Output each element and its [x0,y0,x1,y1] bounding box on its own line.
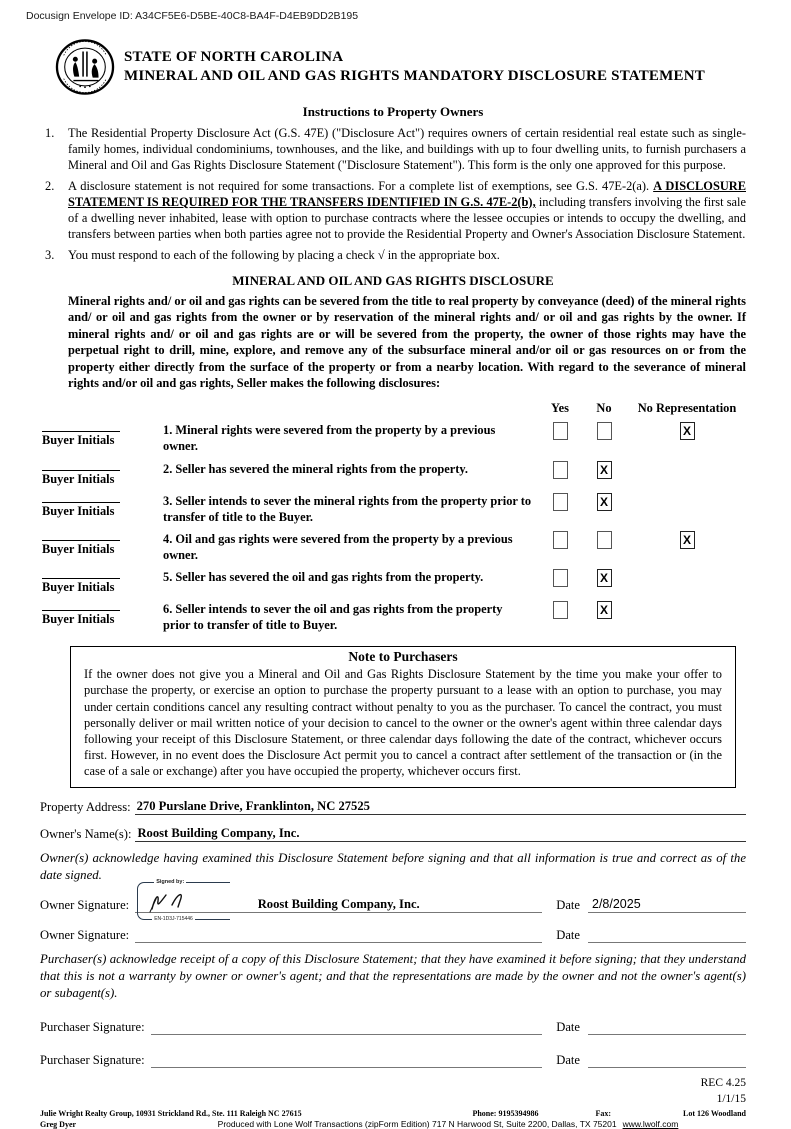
checkbox-yes[interactable] [553,601,568,619]
footer-row-1 [40,1109,746,1118]
owner-name-row [40,826,746,842]
disclosure-row-6 [40,601,746,633]
footer-lot: Lot 126 Woodland [683,1109,746,1119]
buyer-initials-label: Buyer Initials [42,612,115,626]
property-address-value[interactable]: 270 Purslane Drive, Franklinton, NC 27525 [136,799,370,814]
buyer-initials-label: Buyer Initials [42,433,115,448]
owner-signature-date-line[interactable] [588,897,746,913]
buyer-initials-line[interactable] [42,502,120,503]
form-revision-block [40,1076,746,1107]
item2-text-after: including transfers involving the first sale of a dwelling never inhabited, lease with option to purchase contracts where the lessee occupies or intends to occupy the dwelling, and transfers between parties when both parties agree not to provide the Residential Property and Owner's Association Disclosure Statement. [68,195,746,241]
checkbox-no[interactable]: X [597,493,612,511]
state-title: STATE OF NORTH CAROLINA [124,49,344,66]
nc-real-estate-commission-seal-icon [54,38,116,96]
owner-acknowledgment: Owner(s) acknowledge having examined this Disclosure Statement before signing and that all information is true and correct as of the date signed. [40,851,746,882]
purchaser-signature-row-2 [40,1052,746,1068]
note-body: If the owner does not give you a Mineral and Oil and Gas Rights Disclosure Statement by the time you make your offer to purchase the property, or exercise an option to purchase the property pursuant to a lease with an option to purchase, you may under certain conditions cancel any resulting contract without penalty to you as the purchaser. To cancel the contract, you must personally deliver or mail written notice of your decision to cancel to the owner or the owner's agent within three calendar days following your receipt of this Disclosure Statement, or three calendar days following the date of the contract, whichever occurs first. However, in no event does the Disclosure Act permit you to cancel a contract after settlement of the transaction or (in the case of a sale or exchange) after you have occupied the property, whichever occurs first. [84,667,722,778]
owner-signature-row-2 [40,927,746,943]
owner-name-value[interactable]: Roost Building Company, Inc. [137,826,300,841]
note-heading: Note to Purchasers [348,649,458,665]
produced-with-text: Produced with Lone Wolf Transactions (zipForm Edition) 717 N Harwood St, Suite 2200, Dallas, TX 75201 [217,1119,617,1129]
purchaser-date-line-1[interactable] [588,1019,746,1035]
col-header-no: No [596,401,612,416]
purchaser-date-line-2[interactable] [588,1052,746,1068]
item2-required-clause: A DISCLOSURE STATEMENT IS REQUIRED FOR THE TRANSFERS IDENTIFIED IN G.S. 47E-2(b), [68,179,746,209]
item-text: The Residential Property Disclosure Act (G.S. 47E) ("Disclosure Act") requires owners of certain residential real estate such as single-family homes, individual condominiums, townhouses, and the like, and buildings with up to four dwelling units, to furnish purchasers a Mineral and Oil and Gas Rights Disclosure Statement ("Disclosure Statement"). This form is the only one approved for this purpose. [68,126,746,172]
purchaser-acknowledgment: Purchaser(s) acknowledge receipt of a copy of this Disclosure Statement; that they have examined it before signing; that they understand that this is not a warranty by owner or owner's agent; and that the representations are made by the owner and not the owner's agent(s) or subagent(s). [40,952,746,1000]
note-to-purchasers-box [70,646,736,788]
property-address-row [40,799,746,815]
buyer-initials-block[interactable] [40,422,163,448]
docusign-envelope-id: Docusign Envelope ID: A34CF5E6-D5BE-40C8-BA4F-D4EB9DD2B195 [26,10,359,22]
date-label: Date [556,898,580,913]
disclosure-intro: Mineral rights and/ or oil and gas rights can be severed from the title to real property by conveyance (deed) of the mineral rights and/ or oil and gas rights from the owner or by reservation of the mineral rights and/ or oil and gas rights by the owner. If mineral rights and/ or oil and gas rights are or will be severed from the property, the owner of those rights may have the perpetual right to drill, mine, explore, and remove any of the subsurface mineral and/or oil or gas resources on or from the property either directly from the surface of the property or from a nearby location. With regard to the severance of mineral rights and/or oil and gas rights, Seller makes the following disclosures: [68,294,746,390]
buyer-initials-block[interactable] [40,531,163,557]
buyer-initials-label: Buyer Initials [42,541,115,556]
brokerage-office: Julie Wright Realty Group, 10931 Strickland Rd., Ste. 111 Raleigh NC 27615 [40,1109,302,1119]
checkbox-yes[interactable] [553,493,568,511]
lwolf-link[interactable]: www.lwolf.com [622,1119,679,1129]
docusign-signature-stamp[interactable] [137,879,230,923]
instruction-item-3 [40,248,746,264]
buyer-initials-line[interactable] [42,431,120,432]
col-header-no-representation: No Representation [637,401,737,416]
owner-signature-label: Owner Signature: [40,928,130,943]
date-label: Date [556,1020,580,1035]
checkbox-yes[interactable] [553,422,568,440]
form-code: REC 4.25 [700,1077,746,1090]
agent-name: Greg Dyer [40,1120,77,1129]
form-title: MINERAL AND OIL AND GAS RIGHTS MANDATORY DISCLOSURE STATEMENT [124,68,705,84]
owner-signature-company: Roost Building Company, Inc. [257,897,420,912]
buyer-initials-line[interactable] [42,470,120,471]
checkbox-no-representation[interactable]: X [680,422,695,440]
disclosure-row-5 [40,569,746,595]
item-number: 3. [45,248,55,263]
owner-signature-date-line-2[interactable] [588,927,746,943]
instruction-item-2 [40,179,746,242]
disclosure-statement: 5. Seller has severed the oil and gas rights from the property. [163,570,484,584]
buyer-initials-block[interactable] [40,461,163,487]
property-address-label: Property Address: [40,800,131,815]
purchaser-signature-line-2[interactable] [151,1052,543,1068]
checkbox-no[interactable]: X [597,601,612,619]
buyer-initials-block[interactable] [40,493,163,519]
buyer-initials-block[interactable] [40,569,163,595]
disclosure-row-3 [40,493,746,525]
form-header [54,38,746,96]
item-text [68,179,746,242]
disclosure-statement: 2. Seller has severed the mineral rights from the property. [163,461,469,476]
instructions-heading: Instructions to Property Owners [302,104,484,119]
disclosure-statement: 6. Seller intends to sever the oil and gas rights from the property prior to transfer of title to Buyer. [163,602,503,633]
purchaser-signature-label: Purchaser Signature: [40,1020,145,1035]
docusign-signed-by-label: Signed by: [156,879,185,886]
footer-row-2 [40,1119,746,1129]
disclosure-statement: 3. Seller intends to sever the mineral rights from the property prior to transfer of title to the Buyer. [163,493,532,524]
owner-signature-line[interactable] [135,879,542,923]
disclosure-row-2 [40,461,746,487]
checkbox-no[interactable]: X [597,461,612,479]
checkbox-no[interactable] [597,531,612,549]
buyer-initials-line[interactable] [42,578,120,579]
purchaser-signature-line-1[interactable] [151,1019,543,1035]
buyer-initials-label: Buyer Initials [42,471,115,486]
col-header-yes: Yes [551,401,569,416]
footer-fax: Fax: [595,1109,612,1119]
checkbox-yes[interactable] [553,531,568,549]
checkbox-yes[interactable] [553,461,568,479]
docusign-stamp-id: EN-1D3J-715446 [154,916,193,923]
disclosure-statement: 4. Oil and gas rights were severed from the property by a previous owner. [163,531,513,562]
date-label: Date [556,928,580,943]
checkbox-no-representation[interactable]: X [680,531,695,549]
buyer-initials-line[interactable] [42,610,120,611]
item-text: You must respond to each of the following by placing a check √ in the appropriate box. [68,248,500,263]
buyer-initials-label: Buyer Initials [42,503,115,518]
buyer-initials-line[interactable] [42,540,120,541]
owner-name-label: Owner's Name(s): [40,827,132,842]
buyer-initials-block[interactable] [40,601,163,627]
checkbox-yes[interactable] [553,569,568,587]
purchaser-signature-row-1 [40,1019,746,1035]
form-revision-date: 1/1/15 [716,1092,746,1105]
disclosure-row-4 [40,531,746,563]
date-label: Date [556,1053,580,1068]
owner-signature-label: Owner Signature: [40,898,130,913]
disclosure-row-1 [40,422,746,454]
checkbox-column-headers [40,401,746,416]
purchaser-signature-label: Purchaser Signature: [40,1053,145,1068]
item2-text-before: A disclosure statement is not required for some transactions. For a complete list of exemptions, see G.S. 47E-2(a). [68,179,654,194]
checkbox-no[interactable]: X [597,569,612,587]
disclosure-heading: MINERAL AND OIL AND GAS RIGHTS DISCLOSURE [232,273,554,288]
item-number: 2. [45,179,55,194]
checkbox-no[interactable] [597,422,612,440]
owner-signature-date-value: 2/8/2025 [592,897,641,912]
instruction-item-1 [40,126,746,173]
disclosure-statement: 1. Mineral rights were severed from the property by a previous owner. [163,423,496,454]
owner-signature-row-1 [40,879,746,923]
signature-scribble-icon [146,887,206,913]
owner-signature-line-2[interactable] [135,927,542,943]
item-number: 1. [45,126,55,140]
footer-phone: Phone: 9195394986 [472,1109,539,1119]
buyer-initials-label: Buyer Initials [42,580,115,594]
